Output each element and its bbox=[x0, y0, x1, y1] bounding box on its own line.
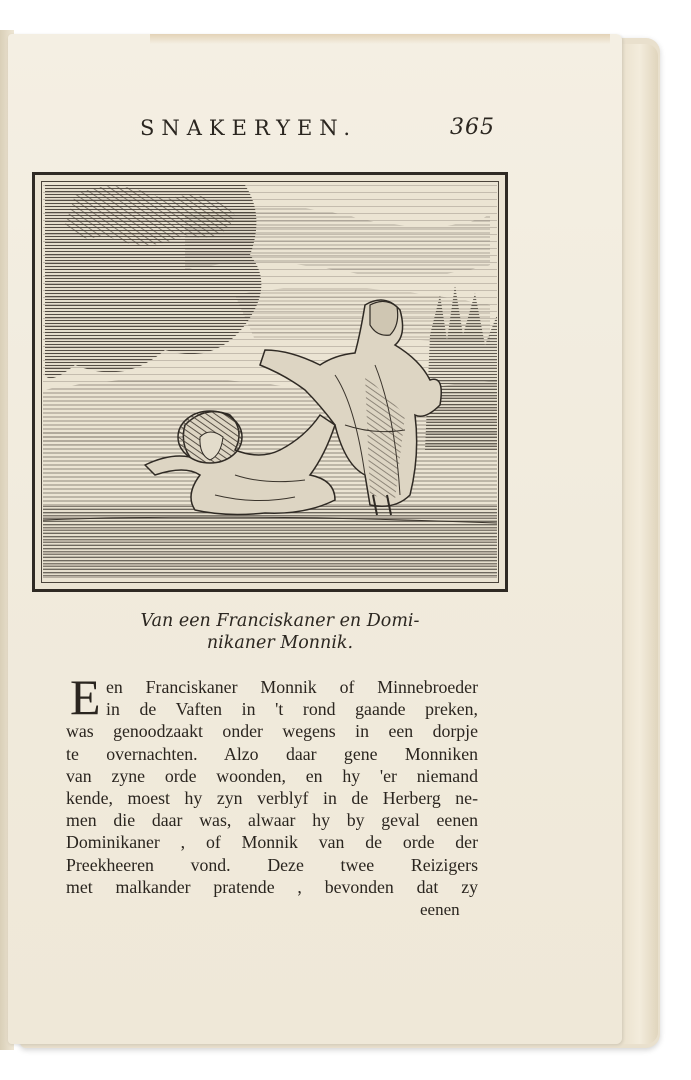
drop-cap: E bbox=[70, 669, 101, 725]
caption-line-1: Van een Franciskaner en Domi- bbox=[140, 611, 420, 631]
running-head bbox=[140, 116, 500, 141]
text-line: Preekheeren vond. Deze twee Reizigers bbox=[66, 854, 478, 875]
caption-line-2: nikaner Monnik. bbox=[206, 633, 354, 653]
text-line: te overnachten. Alzo daar gene Monniken bbox=[66, 743, 478, 764]
page-top-stain bbox=[150, 34, 610, 44]
text-line: in de Vaften in 't rond gaande preken, bbox=[106, 699, 478, 720]
catchword: eenen bbox=[420, 900, 460, 919]
running-head-title: SNAKERYEN. bbox=[140, 116, 358, 140]
body-text bbox=[66, 669, 478, 898]
page-number: 365 bbox=[450, 115, 495, 140]
engraving-illustration bbox=[32, 172, 508, 592]
text-line: en Franciskaner Monnik of Minnebroeder bbox=[106, 677, 478, 697]
engraving-picture bbox=[35, 175, 505, 589]
text-line: Dominikaner , of Monnik van de orde der bbox=[66, 832, 478, 853]
text-line: van zyne orde woonden, en hy 'er niemand bbox=[66, 765, 478, 786]
illustration-caption bbox=[100, 610, 460, 654]
text-line: met malkander pratende , bevonden dat zy bbox=[66, 876, 478, 897]
text-line: kende, moest hy zyn verblyf in de Herberg ne- bbox=[66, 787, 478, 808]
text-line: men die daar was, alwaar hy by geval eenen bbox=[66, 810, 478, 831]
text-line: was genoodzaakt onder wegens in een dorpje bbox=[66, 721, 478, 742]
